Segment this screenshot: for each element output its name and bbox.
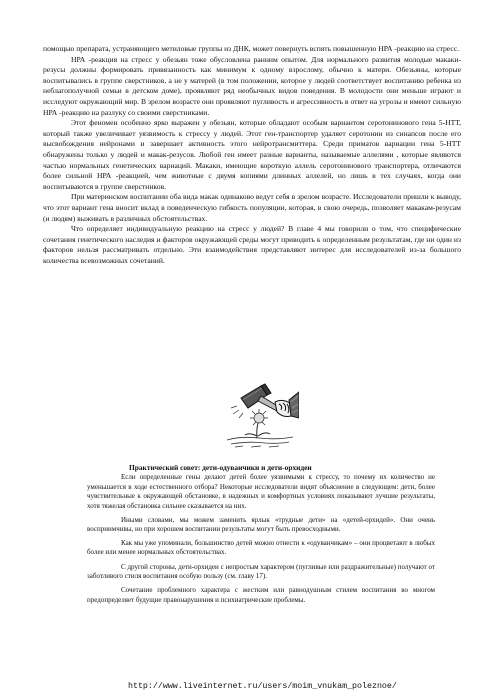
- main-text: [43, 44, 461, 266]
- advice-paragraph-3: Как мы уже упоминали, большинство детей можно отнести к «одуванчикам» – они процветают в любых более или менее нормальных обстоятельствах.: [87, 538, 435, 557]
- advice-paragraph-5: Сочетание проблемного характера с жестким или равнодушным стилем воспитания во многом предопределяет будущие правонарушения и психиатрические проблемы.: [87, 586, 435, 604]
- paragraph-2: НРА -реакция на стресс у обезьян тоже обусловлена ранним опытом. Для нормального развития молодые макаки-резусы должны формировать привязанность как минимум к одному взрослому, обычно к матери. Обезьяны, которые воспитывались в группе сверстников, а не у матерей (в том положении, которое у людей соответствует воспитанию ребенка из неблагополучной семьи в детском доме), проявляют ряд необычных видов поведения. В молодости они меньше играют и исследуют окружающий мир. В зрелом возрасте они проявляют пугливость и агрессивность в ответ на угрозы и имеют сильную НРА -реакцию на разлуку со своими сверстниками.: [43, 54, 461, 117]
- practical-advice-box: [87, 463, 435, 610]
- advice-paragraph-2: Иными словами, мы можем заменить ярлык «трудные дети» на «детей-орхидей». Они очень восприимчивы, но при хорошем воспитании результаты могут быть превосходными.: [87, 516, 435, 534]
- advice-paragraph-1: Если определенные гены делают детей более уязвимыми к стрессу, то почему их количество не уменьшается в ходе естественного отбора? Некоторые исследователи видят объяснение в следующем: дети, более чувствительные к окружающей обстановке, в надежных и комфортных условиях показывают лучшие результаты, хотя тяжелая обстановка сильнее сказывается на них.: [87, 473, 435, 510]
- hammer-dandelion-illustration: [221, 378, 299, 450]
- source-url[interactable]: http://www.liveinternet.ru/users/moim_vnukam_poleznoe/: [128, 682, 397, 691]
- advice-heading: Практический совет: дети-одуванчики и дети-орхидеи: [129, 463, 312, 472]
- paragraph-5: Что определяет индивидуальную реакцию на стресс у людей? В главе 4 мы говорили о том, что специфические сочетания генетического наследия и факторов окружающей среды могут приводить к определенным результатам, где ни один из факторов нельзя рассматривать отдельно. Эти взаимодействия представляют интерес для исследователей из-за большого количества всевозможных сочетаний.: [43, 224, 461, 265]
- paragraph-1: помощью препарата, устраняющего метиловые группы из ДНК, может повернуть вспять повышенную НРА -реакцию на стресс.: [43, 44, 459, 53]
- paragraph-4: При материнском воспитании оба вида макак одинаково ведут себя в зрелом возрасте. Исследователи пришли к выводу, что этот вариант гена вносит вклад в поведенческую гибкость популяции, которая, в свою очередь, позволяет макакам-резусам (и людям) выживать в различных обстоятельствах.: [43, 192, 461, 223]
- paragraph-3: Этот феномен особенно ярко выражен у обезьян, которые обладают особым вариантом серотонинового гена 5-НТТ, который также увеличивает уязвимость к стрессу у людей. Этот ген-транспортер удаляет серотонин из синапсов после его высвобождения нейронами и завершает активность этого нейротрансмиттера. Среди приматов вариации гена 5-НТТ обнаружены только у людей и макак-резусов. Любой ген имеет разные варианты, называемые аллелями , которые являются частью нормальных генетических вариаций. Макаки, имеющие короткую аллель серотонинового транспортера, отличаются более сильной НРА -реакцией, чем животные с двумя копиями длинных аллелей, но лишь в тех случаях, когда они воспитываются в группе сверстников.: [43, 118, 461, 191]
- advice-paragraph-4: С другой стороны, дети-орхидеи с непростым характером (пугливые или раздражительные) получают от заботливого стиля воспитания особую пользу (см. главу 17).: [87, 562, 435, 581]
